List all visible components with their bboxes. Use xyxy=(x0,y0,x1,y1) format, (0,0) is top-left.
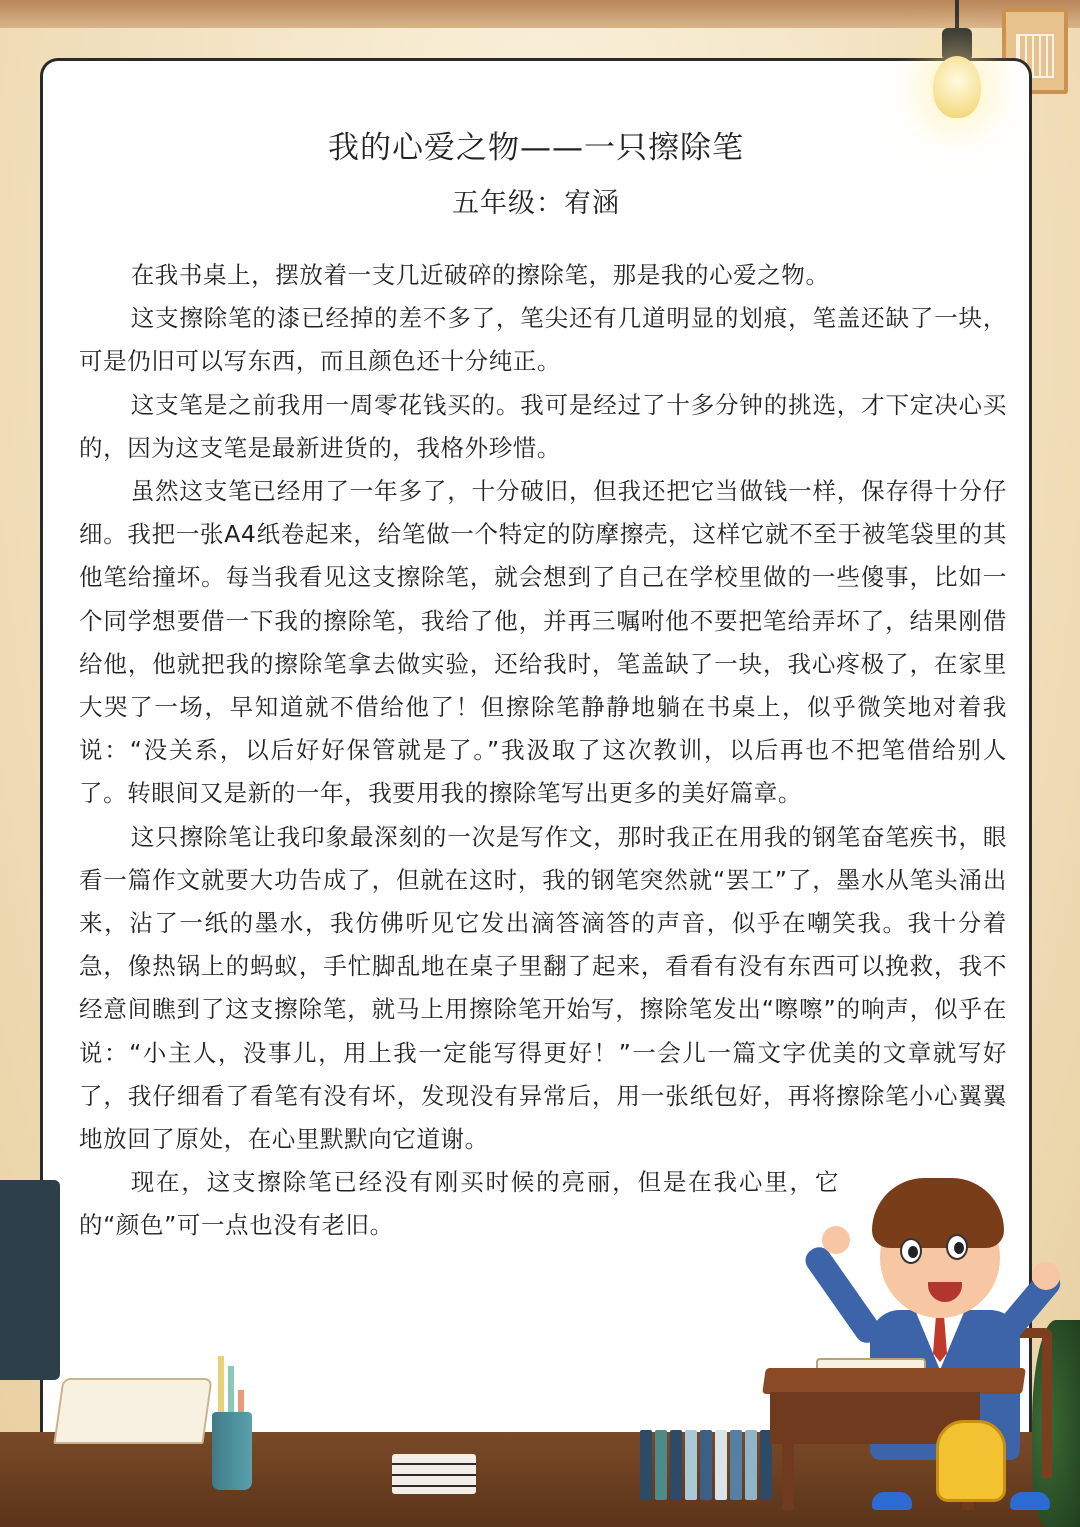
paragraph: 这只擦除笔让我印象最深刻的一次是写作文，那时我正在用我的钢笔奋笔疾书，眼看一篇作文就要大功告成了，但就在这时，我的钢笔突然就“罢工”了，墨水从笔头涌出来，沾了一纸的墨水，我仿佛听见它发出滴答滴答的声音，似乎在嘲笑我。我十分着急，像热锅上的蚂蚁，手忙脚乱地在桌子里翻了起来，看看有没有东西可以挽救，我不经意间瞧到了这支擦除笔，就马上用擦除笔开始写，擦除笔发出“嚓嚓”的响声，似乎在说：“小主人，没事儿，用上我一定能写得更好！”一会儿一篇文字优美的文章就写好了，我仔细看了看笔有没有坏，发现没有异常后，用一张纸包好，再将擦除笔小心翼翼地放回了原处，在心里默默向它道谢。 xyxy=(79,822,1007,1154)
book-stack-icon xyxy=(392,1454,476,1494)
paragraph: 这支笔是之前我用一周零花钱买的。我可是经过了十多分钟的挑选，才下定决心买的，因为这支笔是最新进货的，我格外珍惜。 xyxy=(79,390,1007,462)
pencil-icon xyxy=(218,1356,224,1416)
paragraph: 现在，这支擦除笔已经没有刚买时候的亮丽，但是在我心里，它的“颜色”可一点也没有老旧。 xyxy=(79,1168,839,1240)
lamp-icon xyxy=(942,28,972,58)
light-bulb-icon xyxy=(933,56,981,118)
lamp-stand-icon xyxy=(0,1180,60,1380)
boy-hair xyxy=(872,1178,1004,1248)
essay-title: 我的心爱之物——一只擦除笔 xyxy=(328,130,744,166)
boy-right-hand xyxy=(1032,1262,1060,1290)
paragraph: 虽然这支笔已经用了一年多了，十分破旧，但我还把它当做钱一样，保存得十分仔细。我把一张A4纸卷起来，给笔做一个特定的防摩擦壳，这样它就不至于被笔袋里的其他笔给撞坏。每当我看见这支擦除笔，就会想到了自己在学校里做的一些傻事，比如一个同学想要借一下我的擦除笔，我给了他，并再三嘱咐他不要把笔给弄坏了，结果刚借给他，他就把我的擦除笔拿去做实验，还给我时，笔盖缺了一块，我心疼极了，在家里大哭了一场，早知道就不借给他了！但擦除笔静静地躺在书桌上，似乎微笑地对着我说：“没关系，以后好好保管就是了。”我汲取了这次教训，以后再也不把笔借给别人了。转眼间又是新的一年，我要用我的擦除笔写出更多的美好篇章。 xyxy=(79,477,1007,808)
lamp-cord xyxy=(955,0,959,30)
boy-eye xyxy=(900,1238,922,1264)
shoe-icon xyxy=(1010,1492,1050,1510)
boy-eye xyxy=(946,1234,968,1260)
essay-author: 五年级：宥涵 xyxy=(452,188,620,219)
pencil-cup-icon xyxy=(212,1412,252,1490)
open-book-icon xyxy=(53,1378,212,1444)
paragraph: 这支擦除笔的漆已经掉的差不多了，笔尖还有几道明显的划痕，笔盖还缺了一块，可是仍旧可以写东西，而且颜色还十分纯正。 xyxy=(79,304,1007,376)
pencil-icon xyxy=(228,1366,234,1416)
desk-icon xyxy=(762,1368,1026,1394)
paragraph: 在我书桌上，摆放着一支几近破碎的擦除笔，那是我的心爱之物。 xyxy=(130,261,830,289)
boy-left-hand xyxy=(822,1226,850,1254)
desk-leg xyxy=(782,1440,794,1510)
essay-body xyxy=(79,254,1007,1248)
top-shelf xyxy=(0,0,1080,28)
shoe-icon xyxy=(872,1492,912,1510)
backpack-icon xyxy=(936,1420,1006,1502)
bookshelf-icon xyxy=(640,1430,772,1500)
